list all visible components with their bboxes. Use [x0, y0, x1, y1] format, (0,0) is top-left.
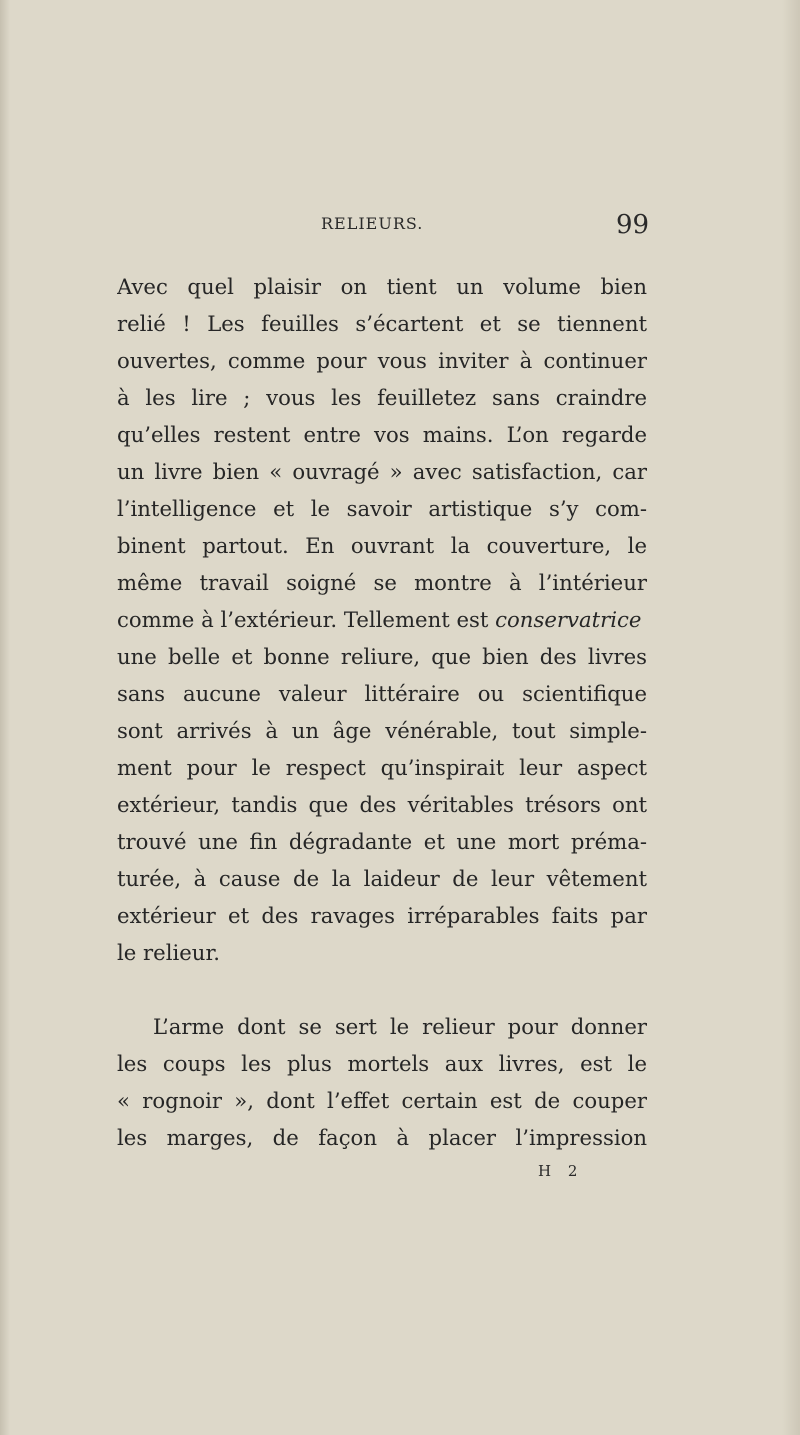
italic-word: conservatrice: [495, 607, 642, 632]
text-line: l’intelligence et le savoir artistique s’y com-: [117, 496, 647, 521]
page-number: 99: [616, 210, 650, 240]
text-line: ouvertes, comme pour vous inviter à continuer: [117, 348, 647, 373]
text-line: sont arrivés à un âge vénérable, tout simple-: [117, 718, 647, 743]
running-head: [0, 212, 800, 242]
text-line: Avec quel plaisir on tient un volume bien: [117, 274, 647, 299]
paragraph-2: [117, 1008, 647, 1156]
text-line: les coups les plus mortels aux livres, est le: [117, 1051, 647, 1076]
text-line: à les lire ; vous les feuilletez sans craindre: [117, 385, 647, 410]
text-line: relié ! Les feuilles s’écartent et se tiennent: [117, 311, 647, 336]
signature-mark: H 2: [538, 1162, 584, 1180]
paragraph-1: [117, 268, 647, 971]
text-line: le relieur.: [117, 940, 220, 965]
text-line: « rognoir », dont l’effet certain est de couper: [117, 1088, 647, 1113]
text-line: même travail soigné se montre à l’intérieur: [117, 570, 647, 595]
text-line: binent partout. En ouvrant la couverture, le: [117, 533, 647, 558]
text-line: sans aucune valeur littéraire ou scientifique: [117, 681, 647, 706]
text-line: L’arme dont se sert le relieur pour donner: [153, 1014, 647, 1039]
text-line: ment pour le respect qu’inspirait leur aspect: [117, 755, 647, 780]
text-line: les marges, de façon à placer l’impression: [117, 1125, 647, 1150]
running-title: RELIEURS.: [321, 214, 424, 233]
text-line-with-italic: [117, 601, 647, 638]
text-line: qu’elles restent entre vos mains. L’on regarde: [117, 422, 647, 447]
text-line: extérieur et des ravages irréparables faits par: [117, 903, 647, 928]
text-line: extérieur, tandis que des véritables trésors ont: [117, 792, 647, 817]
text-line: un livre bien « ouvragé » avec satisfaction, car: [117, 459, 647, 484]
text-line: turée, à cause de la laideur de leur vêtement: [117, 866, 647, 891]
text-line: une belle et bonne reliure, que bien des livres: [117, 644, 647, 669]
text-segment: comme à l’extérieur. Tellement est: [117, 607, 489, 632]
body-text: [117, 268, 647, 1156]
text-line: trouvé une fin dégradante et une mort préma-: [117, 829, 647, 854]
paragraph-gap: [117, 971, 647, 1008]
